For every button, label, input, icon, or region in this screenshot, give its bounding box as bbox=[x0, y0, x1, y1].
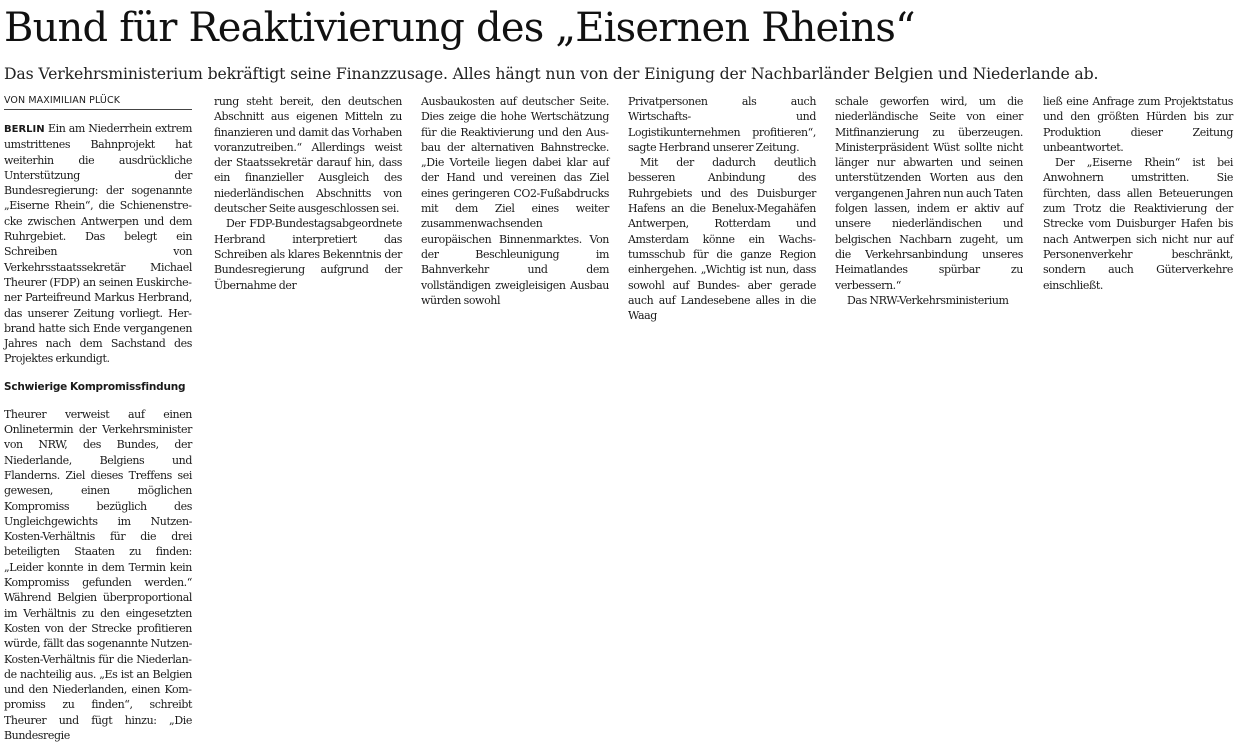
article-column-3 bbox=[421, 94, 609, 308]
body-paragraph: Der „Eiserne Rhein“ ist bei Anwohnern umstritten. Sie fürchten, dass allen Beteuerungen zum Trotz die Reaktivierung der Strecke vom Duisburger Hafen bis nach Antwerpen sich nicht nur auf Personenverkehr beschränkt, sondern auch Güterverkehre einschließt. bbox=[1043, 156, 1233, 292]
body-paragraph: Der FDP-Bundestagsabgeordnete Herbrand interpretiert das Schreiben als klares Bekenntnis der Bundesregierung aufgrund der Übernahme der bbox=[214, 217, 402, 292]
article-column-1 bbox=[4, 121, 192, 743]
body-paragraph: schale geworfen wird, um die niederländische Seite von einer Mitfinanzierung zu überzeugen. Ministerpräsident Wüst sollte nicht länger nur abwarten und seinen unterstützenden Worten aus den vergangenen Jahren nun auch Taten folgen lassen, indem er aktiv auf unsere niederländischen und belgischen Nachbarn zugeht, um die Verkehrsanbindung unseres Heimatlandes spürbar zu verbessern.“ bbox=[835, 95, 1023, 292]
author-byline: VON MAXIMILIAN PLÜCK bbox=[4, 94, 192, 110]
article-column-5 bbox=[835, 94, 1023, 308]
body-paragraph: Ausbaukosten auf deutscher Seite. Dies zeige die hohe Wertschätzung für die Reaktivierung und den Ausbau der alternativen Bahnstrecke. „Die Vorteile liegen dabei klar auf der Hand und vereinen das Ziel eines geringeren CO2-Fußabdrucks mit dem Ziel eines weiter zusammenwachsenden europäischen Binnenmarktes. Von der Beschleunigung im Bahnverkehr und dem vollständigen zweigleisigen Ausbau würden sowohl bbox=[421, 95, 609, 307]
article-column-2 bbox=[214, 94, 402, 293]
body-paragraph: Das NRW-Verkehrsministerium bbox=[847, 293, 1009, 307]
dateline: BERLIN bbox=[4, 124, 45, 135]
body-paragraph: rung steht bereit, den deutschen Abschnitt aus eigenen Mitteln zu finanzieren und damit das Vorhaben voranzutreiben.“ Allerdings weist der Staatssekretär darauf hin, dass ein finanzieller Ausgleich des niederländischen Abschnitts von deutscher Seite ausgeschlossen sei. bbox=[214, 95, 402, 216]
intro-text: Ein am Niederrhein extrem umstrittenes Bahnprojekt hat weiterhin die ausdrückliche Unterstützung der Bundesregierung: der sogenannte „Eiserne Rhein“, die Schienenstrecke zwischen Antwerpen und dem Ruhrgebiet. Das belegt ein Schreiben von Verkehrsstaatssekretär Michael Theurer (FDP) an seinen Euskirchener Parteifreund Markus Herbrand, das unserer Zeitung vorliegt. Herbrand hatte sich Ende vergangenen Jahres nach dem Sachstand des Projektes erkundigt. bbox=[4, 122, 192, 366]
article-column-6 bbox=[1043, 94, 1233, 293]
section-heading: Schwierige Kompromissfindung bbox=[4, 380, 186, 393]
body-paragraph: ließ eine Anfrage zum Projektstatus und den größten Hürden bis zur Produktion dieser Zeitung unbeantwortet. bbox=[1043, 95, 1233, 154]
article-subheadline: Das Verkehrsministerium bekräftigt seine Finanzzusage. Alles hängt nun von der Einigung der Nachbarländer Belgien und Niederlande ab. bbox=[4, 64, 1099, 83]
body-paragraph: Privatpersonen als auch Wirtschafts- und Logistikunternehmen profitieren“, sagte Herbrand unserer Zeitung. bbox=[628, 95, 816, 154]
intro-paragraph bbox=[4, 121, 192, 367]
article-headline: Bund für Reaktivierung des „Eisernen Rheins“ bbox=[4, 5, 915, 51]
body-paragraph: Theurer verweist auf einen Onlinetermin der Verkehrsminister von NRW, des Bundes, der Niederlande, Belgiens und Flanderns. Ziel dieses Treffens sei gewesen, einen möglichen Kompromiss bezüglich des Ungleichgewichts im Nutzen-Kosten-Verhältnis für die drei beteiligten Staaten zu finden: „Leider konnte in dem Termin kein Kompromiss gefunden werden.“ Während Belgien überproportional im Verhältnis zu den eingesetzten Kosten von der Strecke profitieren würde, fällt das sogenannte Nutzen-Kosten-Verhältnis für die Niederlande nachteilig aus. „Es ist an Belgien und den Niederlanden, einen Kompromiss zu finden“, schreibt Theurer und fügt hinzu: „Die Bundesregie bbox=[4, 407, 192, 742]
body-paragraph: Mit der dadurch deutlich besseren Anbindung des Ruhrgebiets und des Duisburger Hafens an die Benelux-Megahäfen Antwerpen, Rotterdam und Amsterdam könne ein Wachstumsschub für die ganze Region einhergehen. „Wichtig ist nun, dass sowohl auf Bundes- aber gerade auch auf Landesebene alles in die Waag bbox=[628, 156, 816, 323]
article-column-4 bbox=[628, 94, 816, 323]
